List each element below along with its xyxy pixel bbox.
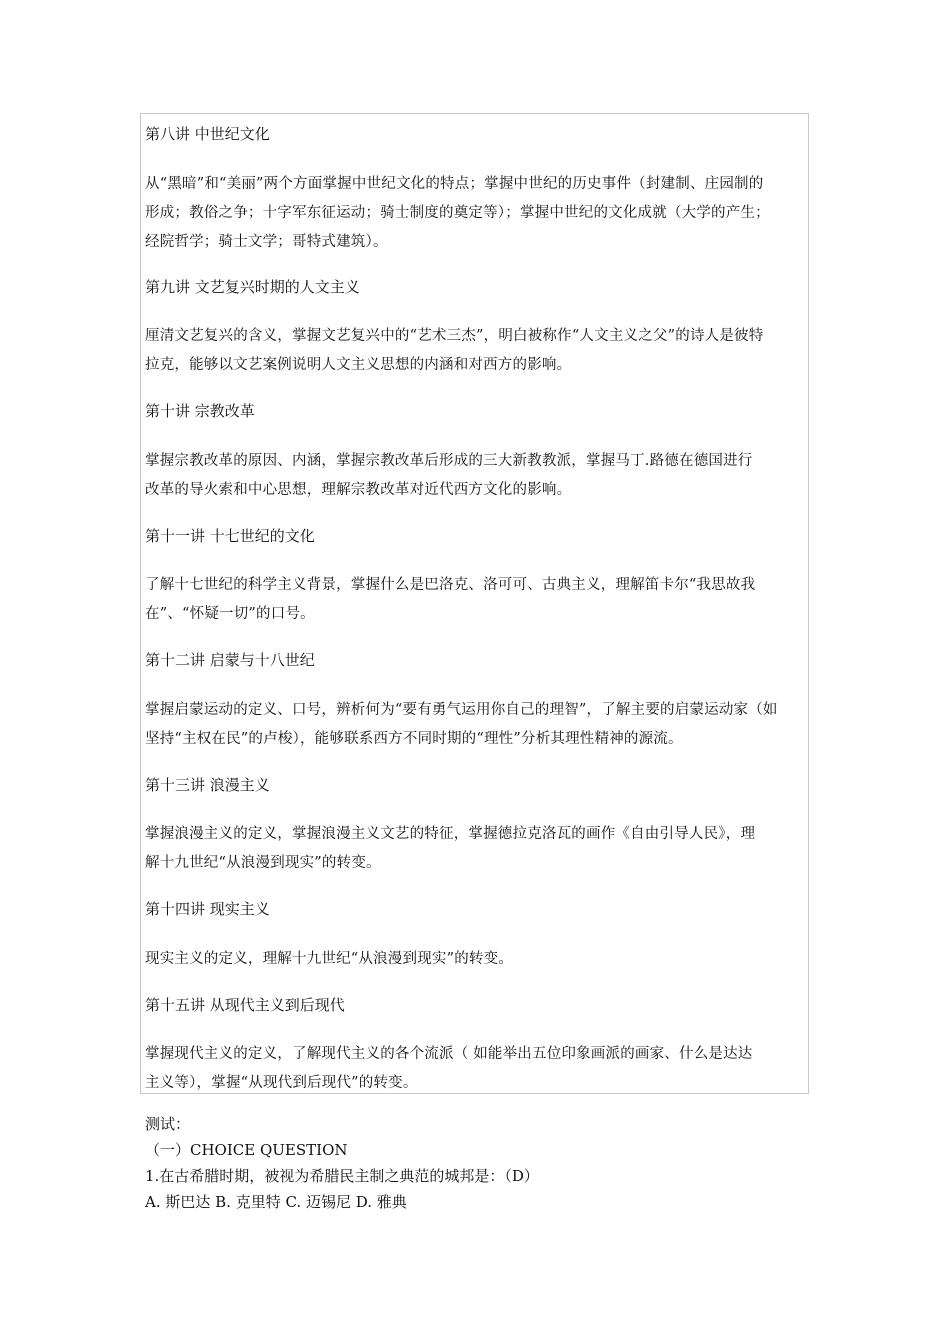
section-title: 第十讲 宗教改革: [145, 402, 255, 420]
section-title: 第十四讲 现实主义: [145, 900, 270, 918]
text-line: 掌握现代主义的定义，了解现代主义的各个流派（ 如能举出五位印象画派的画家、什么是达达: [145, 1046, 753, 1062]
text-line: 掌握浪漫主义的定义，掌握浪漫主义文艺的特征，掌握德拉克洛瓦的画作《自由引导人民》，理: [145, 826, 756, 842]
section-description: [145, 447, 807, 505]
section-title: 第十五讲 从现代主义到后现代: [145, 996, 345, 1014]
text-line: 解十九世纪“从浪漫到现实”的转变。: [145, 855, 381, 871]
text-line: 改革的导火索和中心思想，理解宗教改革对近代西方文化的影响。: [145, 482, 572, 498]
text-line: 在”、“怀疑一切”的口号。: [145, 606, 315, 622]
section-description: [145, 696, 807, 754]
text-line: 形成；教俗之争；十字军东征运动；骑士制度的奠定等）；掌握中世纪的文化成就（大学的产生；: [145, 205, 770, 221]
text-line: 经院哲学；骑士文学；哥特式建筑）。: [145, 234, 388, 250]
section-title: 第十一讲 十七世纪的文化: [145, 527, 315, 545]
text-line: 主义等），掌握“从现代到后现代”的转变。: [145, 1075, 418, 1091]
section-title: 第九讲 文艺复兴时期的人文主义: [145, 278, 360, 296]
question-text: 1.在古希腊时期，被视为希腊民主制之典范的城邦是：（D）: [145, 1167, 539, 1185]
section-description: [145, 322, 807, 380]
section-description: [145, 170, 807, 257]
text-line: 掌握启蒙运动的定义、口号，辨析何为“要有勇气运用你自己的理智”，了解主要的启蒙运动家（如: [145, 702, 778, 718]
test-heading: 测试：: [145, 1115, 191, 1133]
section-title: 第十三讲 浪漫主义: [145, 776, 270, 794]
text-line: 厘清文艺复兴的含义，掌握文艺复兴中的“艺术三杰”，明白被称作“人文主义之父”的诗人是彼特: [145, 328, 764, 344]
section-title: 第八讲 中世纪文化: [145, 125, 270, 143]
section-description: [145, 945, 807, 974]
section-description: [145, 1040, 807, 1098]
text-line: 从“黑暗”和“美丽”两个方面掌握中世纪文化的特点；掌握中世纪的历史事件（封建制、庄园制的: [145, 176, 764, 192]
section-description: [145, 820, 807, 878]
text-line: 掌握宗教改革的原因、内涵，掌握宗教改革后形成的三大新教教派，掌握马丁.路德在德国进行: [145, 453, 753, 469]
text-line: 坚持“主权在民”的卢梭），能够联系西方不同时期的“理性”分析其理性精神的源流。: [145, 731, 683, 747]
test-part-label: （一）CHOICE QUESTION: [145, 1141, 348, 1159]
section-description: [145, 571, 807, 629]
answer-options: A. 斯巴达 B. 克里特 C. 迈锡尼 D. 雅典: [145, 1193, 407, 1211]
section-title: 第十二讲 启蒙与十八世纪: [145, 651, 315, 669]
text-line: 现实主义的定义，理解十九世纪“从浪漫到现实”的转变。: [145, 951, 514, 967]
text-line: 拉克，能够以文艺案例说明人文主义思想的内涵和对西方的影响。: [145, 357, 572, 373]
text-line: 了解十七世纪的科学主义背景，掌握什么是巴洛克、洛可可、古典主义，理解笛卡尔“我思故我: [145, 577, 756, 593]
